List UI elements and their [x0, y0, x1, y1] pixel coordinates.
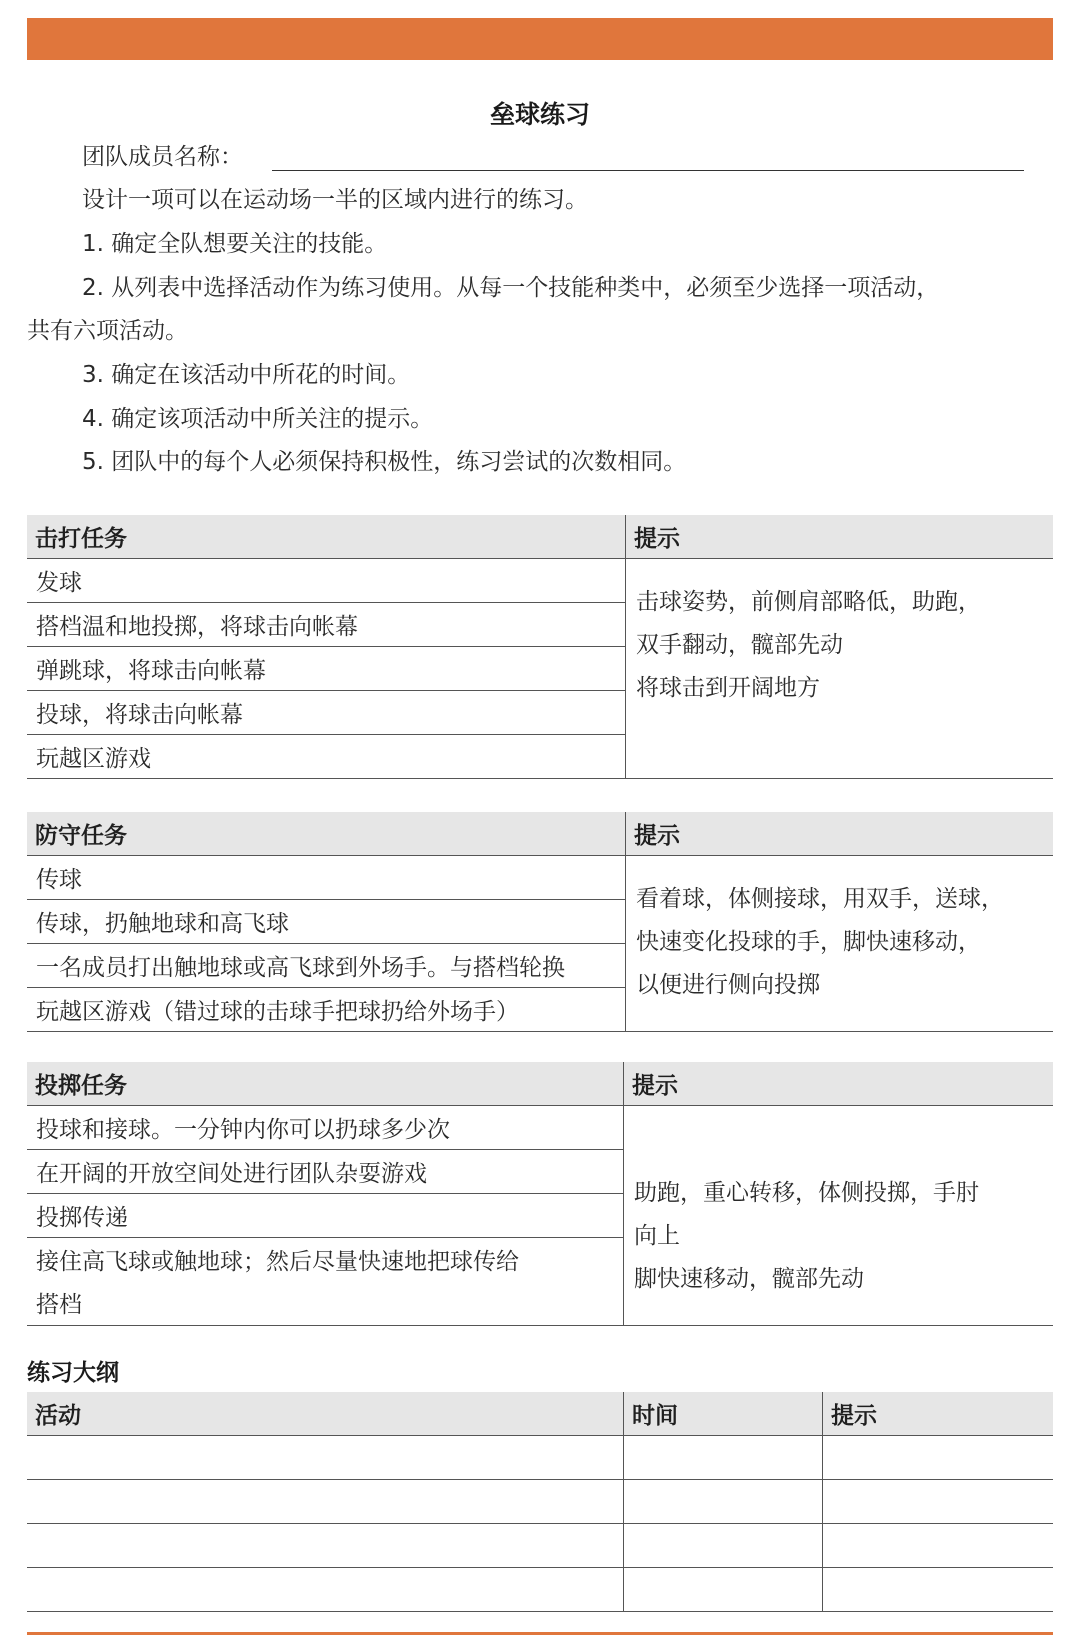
batting-row-3: 弹跳球，将球击向帐幕: [36, 658, 266, 684]
batting-tip-3: 将球击到开阔地方: [636, 675, 820, 701]
defense-header-row: [27, 812, 1053, 855]
batting-header-row: [27, 515, 1053, 558]
batting-tip-1: 击球姿势，前侧肩部略低，助跑，: [636, 589, 981, 615]
step-5: 5. 团队中的每个人必须保持积极性，练习尝试的次数相同。: [82, 449, 687, 475]
defense-row-1: 传球: [36, 867, 82, 893]
defense-tip-3: 以便进行侧向投掷: [636, 972, 820, 998]
step-4: 4. 确定该项活动中所关注的提示。: [82, 406, 434, 432]
batting-tip-header: 提示: [634, 526, 680, 552]
outline-col-activity: 活动: [35, 1403, 81, 1429]
defense-tip-1: 看着球，体侧接球，用双手，送球，: [636, 886, 1004, 912]
step-3: 3. 确定在该活动中所花的时间。: [82, 362, 411, 388]
defense-table: [27, 812, 1053, 1031]
outline-col-time: 时间: [632, 1403, 678, 1429]
defense-row-4: 玩越区游戏（错过球的击球手把球扔给外场手）: [36, 999, 519, 1025]
throwing-tip-2: 向上: [634, 1223, 680, 1249]
throwing-header-row: [27, 1062, 1053, 1105]
defense-tip-2: 快速变化投球的手，脚快速移动，: [636, 929, 981, 955]
batting-row-5: 玩越区游戏: [36, 746, 151, 772]
throwing-row-2: 在开阔的开放空间处进行团队杂耍游戏: [36, 1161, 427, 1187]
step-2: 2. 从列表中选择活动作为练习使用。从每一个技能种类中，必须至少选择一项活动，: [82, 275, 940, 301]
defense-row-3: 一名成员打出触地球或高飞球到外场手。与搭档轮换: [36, 955, 565, 981]
bottom-accent-rule: [27, 1632, 1053, 1635]
outline-blank-row-3[interactable]: [27, 1567, 1053, 1568]
top-accent-bar: [27, 18, 1053, 60]
defense-tips: [627, 878, 1004, 1007]
batting-tip-2: 双手翻动，髋部先动: [636, 632, 843, 658]
outline-table: [27, 1392, 1053, 1611]
batting-row-2: 搭档温和地投掷，将球击向帐幕: [36, 614, 358, 640]
throwing-tip-3: 脚快速移动，髋部先动: [634, 1266, 864, 1292]
team-members-label: 团队成员名称：: [82, 144, 243, 170]
team-members-field[interactable]: [272, 170, 1024, 171]
throwing-tip-header: 提示: [632, 1073, 678, 1099]
throwing-tip-1: 助跑，重心转移，体侧投掷，手肘: [634, 1180, 979, 1206]
batting-tips: [627, 581, 981, 710]
throwing-tips: [625, 1172, 979, 1301]
step-1: 1. 确定全队想要关注的技能。: [82, 231, 388, 257]
defense-row-2: 传球，扔触地球和高飞球: [36, 911, 289, 937]
throwing-table: [27, 1062, 1053, 1325]
outline-label: 练习大纲: [27, 1360, 119, 1386]
outline-header-row: [27, 1392, 1053, 1435]
batting-row-1: 发球: [36, 570, 82, 596]
throwing-row-3: 投掷传递: [36, 1205, 128, 1231]
step-2-continued: 共有六项活动。: [27, 318, 188, 344]
outline-blank-row-1[interactable]: [27, 1479, 1053, 1480]
throwing-row-4-line-2: 搭档: [36, 1292, 82, 1318]
batting-table: [27, 515, 1053, 778]
outline-blank-row-4[interactable]: [27, 1611, 1053, 1612]
intro-line: 设计一项可以在运动场一半的区域内进行的练习。: [82, 187, 588, 213]
throwing-header: 投掷任务: [35, 1073, 127, 1099]
throwing-row-4-line-1: 接住高飞球或触地球；然后尽量快速地把球传给: [36, 1249, 519, 1275]
defense-header: 防守任务: [35, 823, 127, 849]
defense-tip-header: 提示: [634, 823, 680, 849]
throwing-row-1: 投球和接球。一分钟内你可以扔球多少次: [36, 1117, 450, 1143]
outline-col-tip: 提示: [831, 1403, 877, 1429]
outline-blank-row-2[interactable]: [27, 1523, 1053, 1524]
page-title: 垒球练习: [489, 100, 590, 129]
batting-header: 击打任务: [35, 526, 127, 552]
batting-row-4: 投球，将球击向帐幕: [36, 702, 243, 728]
